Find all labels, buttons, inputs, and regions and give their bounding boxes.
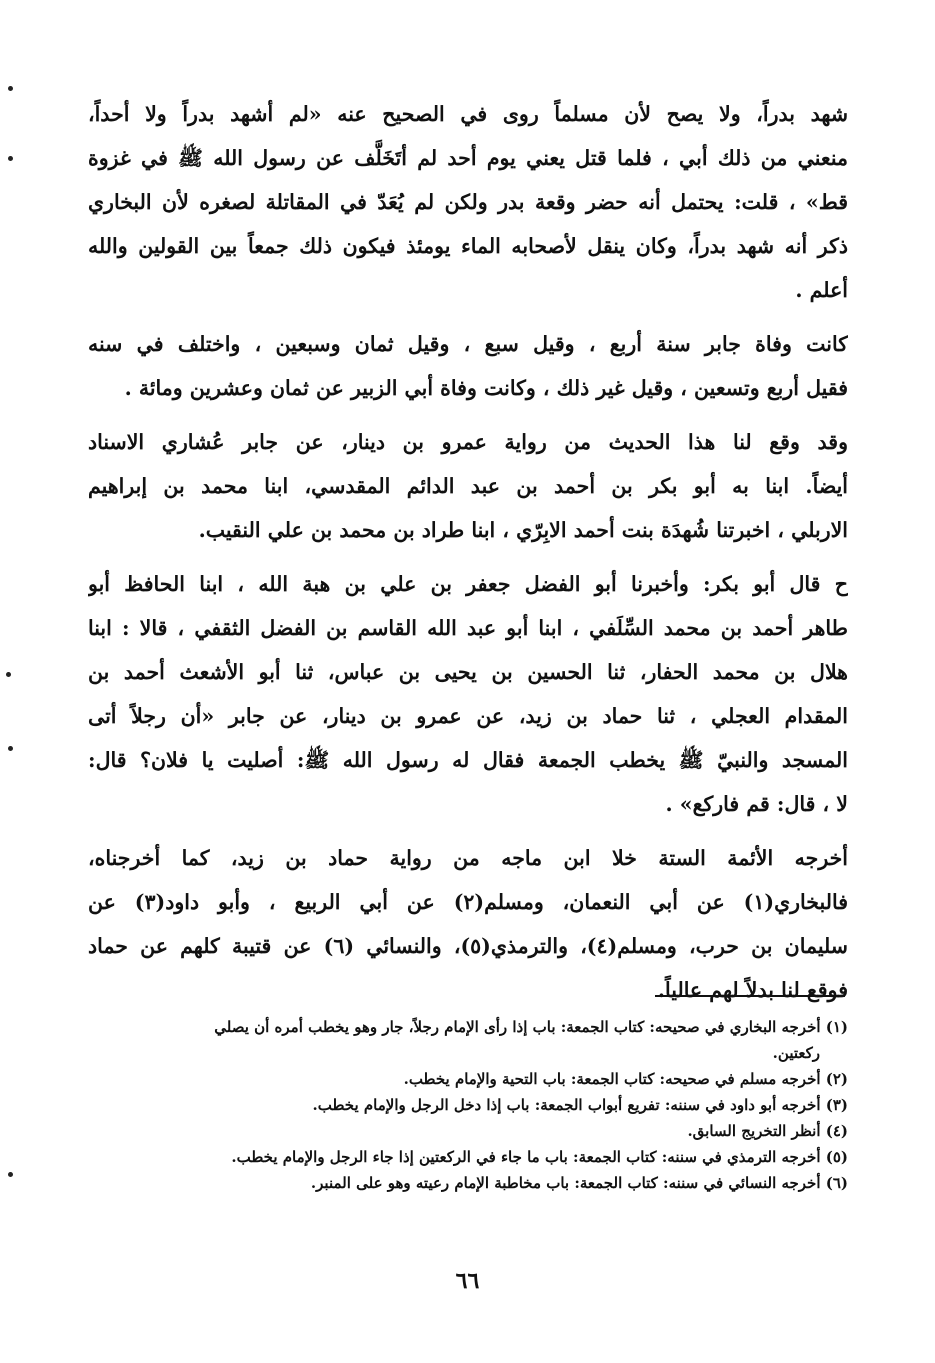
- scan-speck: [8, 746, 13, 751]
- text-line: فالبخاري(١) عن أبي النعمان، ومسلم(٢) عن أبي الربيع ، وأبو داود(٣) عن: [88, 890, 848, 914]
- text-line: ح قال أبو بكر: وأخبرنا أبو الفضل جعفر بن علي بن هبة الله ، ابنا الحافظ أبو: [88, 572, 848, 596]
- text-line: ذكر أنه شهد بدراً، وكان ينقل لأصحابه الماء يومئذ فيكون ذلك جمعاً بين القولين والله: [88, 234, 848, 258]
- text-line: طاهر أحمد بن محمد السِّلَفي ، ابنا أبو عبد الله القاسم بن الفضل الثقفي ، قالا : ابنا: [88, 616, 848, 640]
- footnote: (٢) أخرجه مسلم في صحيحه: كتاب الجمعة: باب التحية والإمام يخطب.: [403, 1070, 848, 1088]
- scan-speck: [8, 1172, 13, 1177]
- footnote: (١) أخرجه البخاري في صحيحه: كتاب الجمعة: باب إذا رأى الإمام رجلاً، جار وهو يخطب أمره أن يصلي: [214, 1018, 848, 1036]
- footnote: (٥) أخرجه الترمذي في سننه: كتاب الجمعة: باب ما جاء في الركعتين إذا جاء الرجل والإمام يخطب.: [231, 1148, 848, 1166]
- text-line: شهد بدراً، ولا يصح لأن مسلماً روى في الصحيح عنه «لم أشهد بدراً ولا أحداً،: [88, 102, 848, 126]
- text-line: المسجد والنبيّ ﷺ يخطب الجمعة فقال له رسول الله ﷺ: أصليت يا فلان؟ قال:: [88, 748, 848, 772]
- text-line: الاربلي ، اخبرتنا شُهدَة بنت أحمد الابِرّي ، ابنا طراد بن محمد بن علي النقيب.: [198, 518, 848, 542]
- text-line: أيضاً. ابنا به أبو بكر بن أحمد بن عبد الدائم المقدسي، ابنا محمد بن إبراهيم: [88, 474, 848, 498]
- paragraph-1: [88, 92, 848, 312]
- footnote: (٤) أنظر التخريج السابق.: [687, 1122, 848, 1140]
- text-line: سليمان بن حرب، ومسلم(٤)، والترمذي(٥)، والنسائي (٦) عن قتيبة كلهم عن حماد: [88, 934, 848, 958]
- scan-speck: [8, 86, 13, 91]
- footnote-divider: [655, 995, 845, 997]
- footnote: (٦) أخرجه النسائي في سننه: كتاب الجمعة: باب مخاطبة الإمام رعيته وهو على المنبر.: [310, 1174, 848, 1192]
- scan-speck: [6, 672, 11, 677]
- text-line: هلال بن محمد الحفار، ثنا الحسين بن يحيى بن عباس، ثنا أبو الأشعث أحمد بن: [88, 660, 848, 684]
- scan-speck: [8, 156, 13, 161]
- text-line: كانت وفاة جابر سنة أربع ، وقيل سبع ، وقيل ثمان وسبعين ، واختلف في سنه: [88, 332, 848, 356]
- text-line: وقد وقع لنا هذا الحديث من رواية عمرو بن دينار، عن جابر عُشاري الاسناد: [88, 430, 848, 454]
- text-line: أخرجه الأئمة الستة خلا ابن ماجه من رواية حماد بن زيد، كما أخرجناه،: [88, 846, 848, 870]
- footnote-continuation: ركعتين.: [772, 1044, 820, 1062]
- text-line: فوقع لنا بدلاً لهم عالياً.: [657, 978, 848, 1002]
- text-line: لا ، قال: قم فاركع» .: [665, 792, 848, 816]
- text-line: المقدام العجلي ، ثنا حماد بن زيد، عن عمرو بن دينار، عن جابر «أن رجلاً أتى: [88, 704, 848, 728]
- footnotes: [88, 1014, 848, 1196]
- page-number: ٦٦: [455, 1268, 480, 1294]
- paragraph-2: [88, 322, 848, 410]
- text-line: أعلم .: [795, 278, 848, 302]
- text-line: قط» ، قلت: يحتمل أنه حضر وقعة بدر ولكن لم يُعَدّ في المقاتلة لصغره لأن البخاري: [88, 190, 848, 214]
- paragraph-5: [88, 836, 848, 1012]
- paragraph-3: [88, 420, 848, 552]
- footnote: (٣) أخرجه أبو داود في سننه: تفريع أبواب الجمعة: باب إذا دخل الرجل والإمام يخطب.: [312, 1096, 848, 1114]
- text-line: فقيل أربع وتسعين ، وقيل غير ذلك ، وكانت وفاة أبي الزبير عن ثمان وعشرين ومائة .: [124, 376, 848, 400]
- main-text: [88, 92, 848, 1022]
- paragraph-4: [88, 562, 848, 826]
- text-line: منعني من ذلك أبي ، فلما قتل يعني يوم أحد لم أتَخَلَّف عن رسول الله ﷺ في غزوة: [88, 146, 848, 170]
